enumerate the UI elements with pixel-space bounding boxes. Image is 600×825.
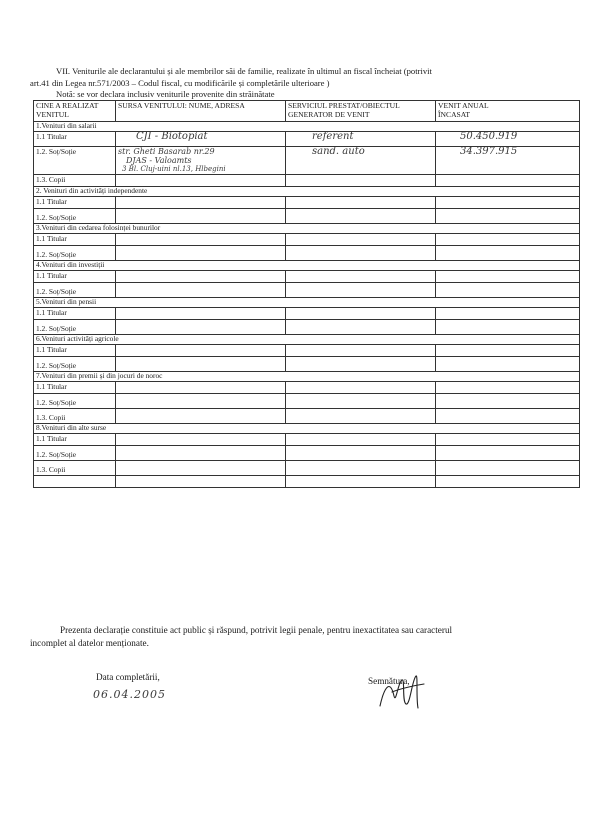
section-title: 2. Venituri din activități independente bbox=[34, 187, 580, 197]
date-label: Data completării, bbox=[96, 672, 160, 682]
signature-label: Semnătura, bbox=[368, 676, 410, 686]
handwritten-income: 34.397.915 bbox=[460, 146, 518, 157]
table-row: 1.1 Titular bbox=[34, 345, 580, 357]
section-title: 8.Venituri din alte surse bbox=[34, 424, 580, 434]
table-row: 1.1 Titular bbox=[34, 434, 580, 446]
table-row: 1.2. Soț/Soție bbox=[34, 446, 580, 461]
table-row: 1.2. Soț/Soție bbox=[34, 283, 580, 298]
table-row: 1.2. Soț/Soție bbox=[34, 246, 580, 261]
table-row: 1.2. Soț/Soție str. Gheti Basarab nr.29 DJAS - Valoamts 3 Bl. Cluj-uini nl.13, Hlbegini sand. auto 34.397.915 bbox=[34, 147, 580, 175]
table-row: 1.2. Soț/Soție bbox=[34, 357, 580, 372]
heading-line-2: art.41 din Legea nr.571/2003 – Codul fiscal, cu modificările și completările ulterioare ) bbox=[30, 77, 330, 88]
heading-line-1: VII. Veniturile ale declarantului și ale membrilor săi de familie, realizate în ultimul an fiscal încheiat (potrivit bbox=[56, 66, 432, 76]
section-title: 3.Venituri din cedarea folosinței bunurilor bbox=[34, 224, 580, 234]
table-row: 1.2. Soț/Soție bbox=[34, 209, 580, 224]
section-title: 6.Venituri activități agricole bbox=[34, 335, 580, 345]
date-value: 06.04.2005 bbox=[93, 688, 166, 701]
handwritten-income: 50.450.919 bbox=[460, 131, 518, 142]
table-row: 1.3. Copii bbox=[34, 461, 580, 476]
table-row bbox=[34, 476, 580, 488]
legal-statement: Prezenta declarație constituie act public și răspund, potrivit legii penale, pentru inexactitatea sau caracterul incomplet al datelor menționate. bbox=[30, 625, 453, 648]
section-title: 7.Venituri din premii și din jocuri de noroc bbox=[34, 372, 580, 382]
handwritten-service: sand. auto bbox=[312, 146, 365, 157]
table-row: 1.2. Soț/Soție bbox=[34, 320, 580, 335]
table-row: 1.1 Titular bbox=[34, 271, 580, 283]
section-heading bbox=[30, 66, 578, 89]
header-service: SERVICIUL PRESTAT/OBIECTUL GENERATOR DE VENIT bbox=[286, 101, 436, 122]
table-row: 1.3. Copii bbox=[34, 175, 580, 187]
section-title: 1.Venituri din salarii bbox=[34, 122, 580, 132]
handwritten-signature bbox=[372, 668, 432, 718]
table-row: 1.3. Copii bbox=[34, 409, 580, 424]
table-row: 1.1 Titular bbox=[34, 382, 580, 394]
table-row: 1.1 Titular CJI - Biotopiat referent 50.450.919 bbox=[34, 132, 580, 147]
table-row: 1.1 Titular bbox=[34, 234, 580, 246]
section-title: 4.Venituri din investiții bbox=[34, 261, 580, 271]
heading-note: Notă: se vor declara inclusiv veniturile provenite din străinătate bbox=[56, 89, 275, 99]
header-income: VENIT ANUAL ÎNCASAT bbox=[436, 101, 580, 122]
header-who: CINE A REALIZAT VENITUL bbox=[34, 101, 116, 122]
section-title: 5.Venituri din pensii bbox=[34, 298, 580, 308]
handwritten-service: referent bbox=[312, 131, 354, 142]
handwritten-source: CJI - Biotopiat bbox=[136, 131, 208, 142]
table-row: 1.1 Titular bbox=[34, 197, 580, 209]
header-source: SURSA VENITULUI: NUME, ADRESA bbox=[116, 101, 286, 122]
table-row: 1.1 Titular bbox=[34, 308, 580, 320]
table-row: 1.2. Soț/Soție bbox=[34, 394, 580, 409]
income-table bbox=[33, 100, 580, 488]
